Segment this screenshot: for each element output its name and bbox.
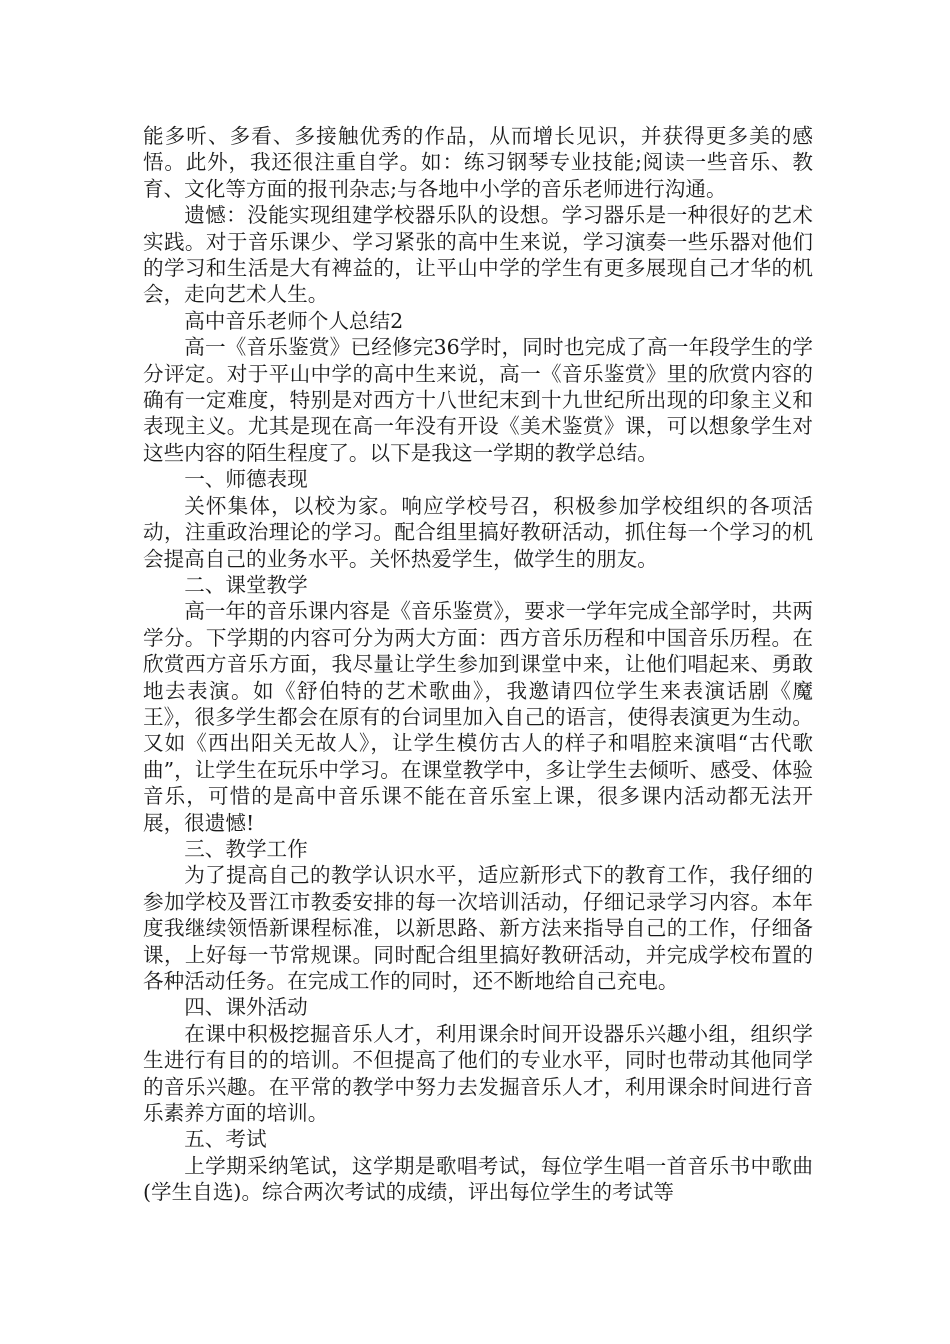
paragraph-continued: 能多听、多看、多接触优秀的作品，从而增长见识，并获得更多美的感悟。此外，我还很注重自学。如：练习钢琴专业技能;阅读一些音乐、教育、文化等方面的报刊杂志;与各地中小学的音乐老师进行沟通。 (143, 124, 813, 201)
paragraph-extracurricular: 在课中积极挖掘音乐人才，利用课余时间开设器乐兴趣小组，组织学生进行有目的的培训。不但提高了他们的专业水平，同时也带动其他同学的音乐兴趣。在平常的教学中努力去发掘音乐人才，利用课余时间进行音乐素养方面的培训。 (143, 1021, 813, 1126)
section-title: 高中音乐老师个人总结2 (184, 308, 404, 333)
paragraph-ethics: 关怀集体，以校为家。响应学校号召，积极参加学校组织的各项活动，注重政治理论的学习。配合组里搞好教研活动，抓住每一个学习的机会提高自己的业务水平。关怀热爱学生，做学生的朋友。 (143, 493, 813, 571)
heading-exam: 五、考试 (184, 1127, 267, 1152)
paragraph-teaching-work: 为了提高自己的教学认识水平，适应新形式下的教育工作，我仔细的参加学校及晋江市教委安排的每一次培训活动，仔细记录学习内容。本年度我继续领悟新课程标准，以新思路、新方法来指导自己的工作，仔细备课，上好每一节常规课。同时配合组里搞好教研活动，并完成学校布置的各种活动任务。在完成工作的同时，还不断地给自己充电。 (143, 863, 813, 993)
paragraph-exam: 上学期采纳笔试，这学期是歌唱考试，每位学生唱一首音乐书中歌曲(学生自选)。综合两次考试的成绩，评出每位学生的考试等 (143, 1153, 813, 1205)
heading-ethics: 一、师德表现 (184, 467, 308, 492)
paragraph-classroom: 高一年的音乐课内容是《音乐鉴赏》，要求一学年完成全部学时，共两学分。下学期的内容可分为两大方面：西方音乐历程和中国音乐历程。在欣赏西方音乐方面，我尽量让学生参加到课堂中来，让他们唱起来、勇敢地去表演。如《舒伯特的艺术歌曲》，我邀请四位学生来表演话剧《魔王》，很多学生都会在原有的台词里加入自己的语言，使得表演更为生动。又如《西出阳关无故人》，让学生模仿古人的样子和唱腔来演唱“古代歌曲”，让学生在玩乐中学习。在课堂教学中，多让学生去倾听、感受、体验音乐，可惜的是高中音乐课不能在音乐室上课，很多课内活动都无法开展，很遗憾! (143, 599, 813, 835)
document-body (143, 123, 813, 1206)
paragraph-regret: 遗憾：没能实现组建学校器乐队的设想。学习器乐是一种很好的艺术实践。对于音乐课少、学习紧张的高中生来说，学习演奏一些乐器对他们的学习和生活是大有裨益的，让平山中学的学生有更多展现自己才华的机会，走向艺术人生。 (143, 203, 813, 307)
heading-extracurricular: 四、课外活动 (184, 995, 308, 1020)
heading-teaching-work: 三、教学工作 (184, 836, 308, 861)
paragraph-intro: 高一《音乐鉴赏》已经修完36学时，同时也完成了高一年段学生的学分评定。对于平山中学的高中生来说，高一《音乐鉴赏》里的欣赏内容的确有一定难度，特别是对西方十八世纪末到十九世纪所出现的印象主义和表现主义。尤其是现在高一年没有开设《美术鉴赏》课，可以想象学生对这些内容的陌生程度了。以下是我这一学期的教学总结。 (143, 335, 813, 465)
heading-classroom: 二、课堂教学 (184, 572, 308, 597)
